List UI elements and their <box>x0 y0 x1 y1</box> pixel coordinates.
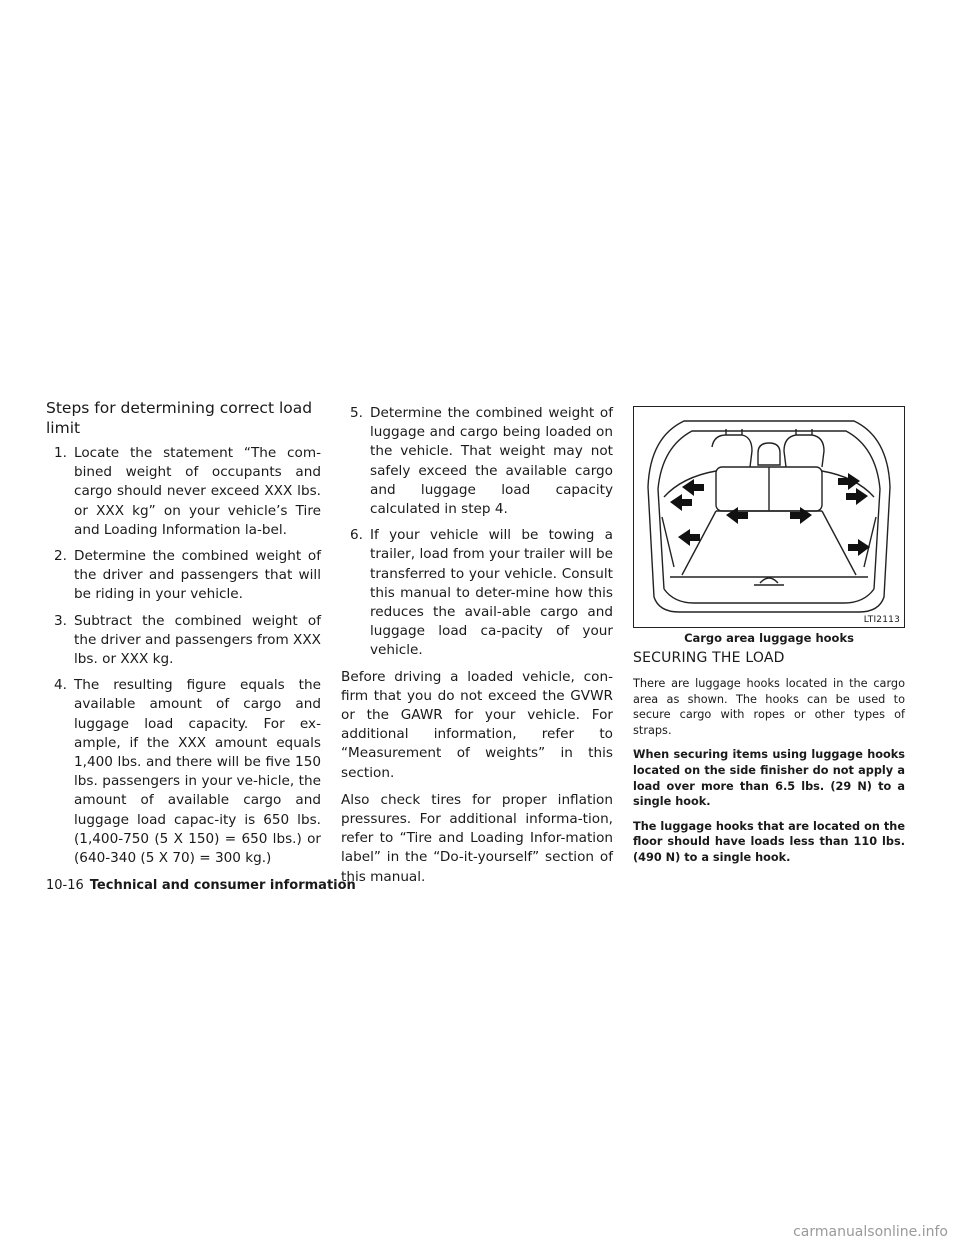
left-column <box>46 398 321 875</box>
figure-code: LTI2113 <box>863 615 900 625</box>
steps-list <box>46 444 321 868</box>
step-item: 4. The resulting figure equals the available amount of cargo and luggage load capacity. For ex-ample, if the XXX amount equals 1,400 lbs. and there will be five 150 lbs. passengers in your ve-hicle, the amount of available cargo and luggage load capac-ity is 650 lbs. (1,400-750 (5 X 150) = 650 lbs.) or (640-340 (5 X 70) = 300 kg.) <box>54 677 321 867</box>
step-item: 3. Subtract the combined weight of the driver and passengers from XXX lbs. or XXX kg. <box>54 612 321 668</box>
cargo-area-illustration <box>633 406 905 628</box>
page-footer <box>46 878 356 893</box>
footer-section-name: Technical and consumer information <box>89 878 356 893</box>
body-paragraph: Before driving a loaded vehicle, con-firm that you do not exceed the GVWR or the GAWR for your vehicle. For additional information, refer to “Measurement of weights” in this section. <box>341 668 613 781</box>
right-column <box>633 406 905 875</box>
body-paragraph: There are luggage hooks located in the cargo area as shown. The hooks can be used to secure cargo with ropes or other types of straps. <box>633 677 905 737</box>
warning-paragraph: When securing items using luggage hooks located on the side finisher do not apply a load over more than 6.5 lbs. (29 N) to a single hook. <box>633 748 905 809</box>
step-item: 5. Determine the combined weight of luggage and cargo being loaded on the vehicle. That weight may not safely exceed the available cargo and luggage load capacity calculated in step 4. <box>350 405 613 518</box>
middle-column <box>341 404 613 895</box>
section-title: SECURING THE LOAD <box>633 650 785 666</box>
step-item: 1. Locate the statement “The com-bined weight of occupants and cargo should never exceed XXX lbs. or XXX kg” on your vehicle’s Tire and Loading Information la-bel. <box>54 445 321 538</box>
step-item: 6. If your vehicle will be towing a trailer, load from your trailer will be transferred to your vehicle. Consult this manual to deter-mine how this reduces the avail-able cargo and luggage load ca-pacity of your vehicle. <box>350 527 613 659</box>
figure-caption: Cargo area luggage hooks <box>684 631 854 645</box>
watermark: carmanualsonline.info <box>793 1224 948 1240</box>
page-number: 10-16 <box>46 878 84 893</box>
section-heading: Steps for determining correct load limit <box>46 399 313 437</box>
step-item: 2. Determine the combined weight of the driver and passengers that will be riding in your vehicle. <box>54 548 321 603</box>
cargo-area-drawing <box>634 407 904 627</box>
body-paragraph: Also check tires for proper inflation pressures. For additional informa-tion, refer to “Tire and Loading Infor-mation label” in the “Do-it-yourself” section of this manual. <box>341 791 613 885</box>
warning-paragraph: The luggage hooks that are located on the floor should have loads less than 110 lbs. (490 N) to a single hook. <box>633 819 905 864</box>
steps-list-continued <box>341 404 613 661</box>
